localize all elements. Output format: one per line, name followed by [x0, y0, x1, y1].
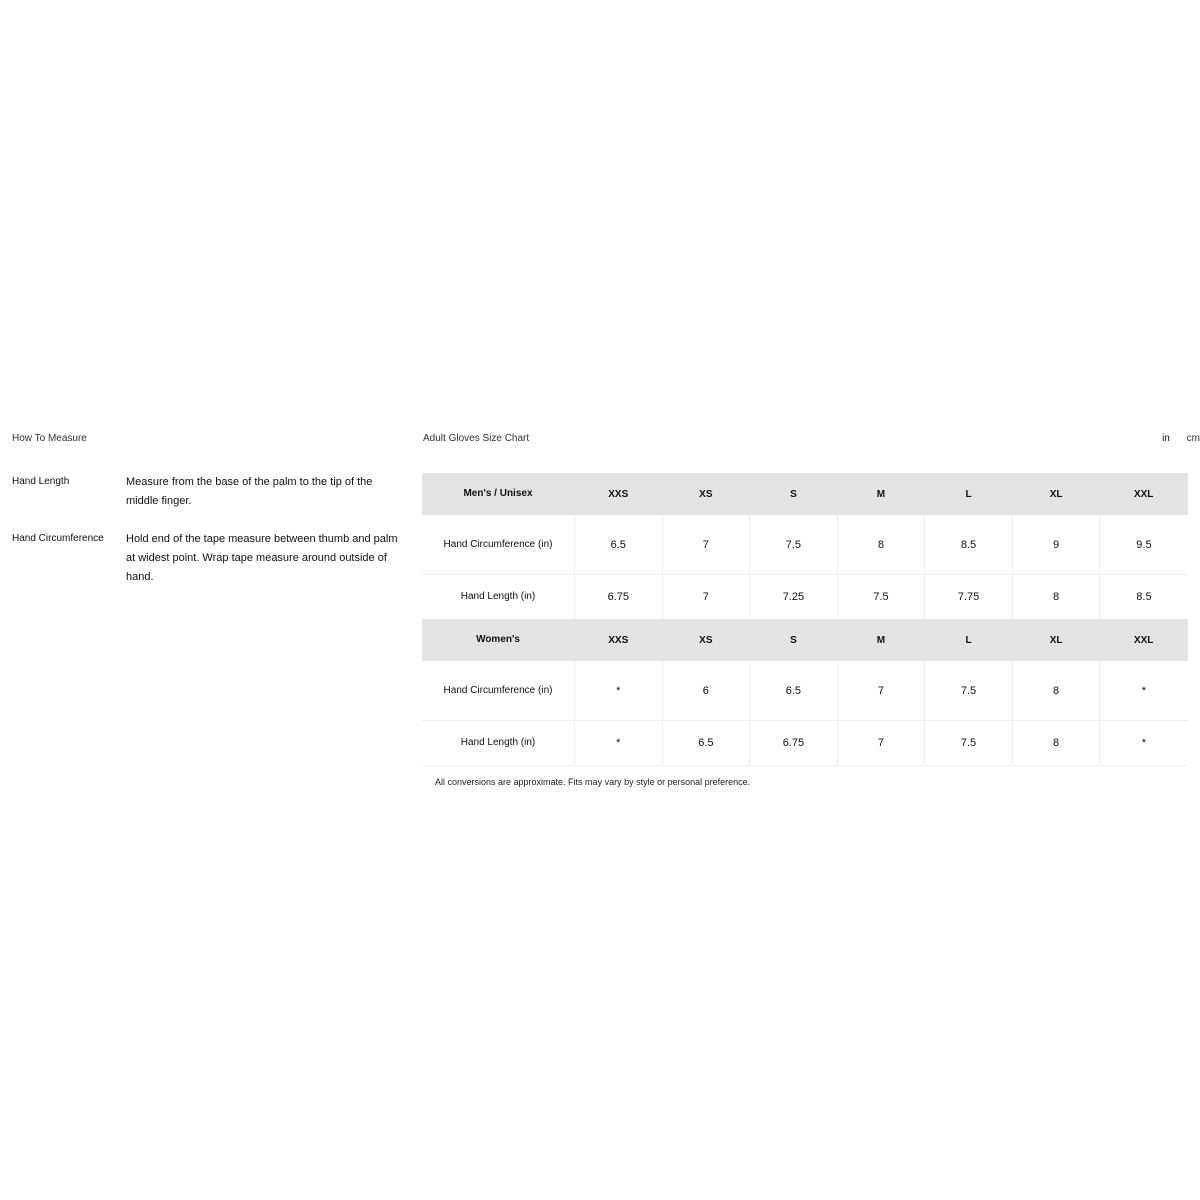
size-header: XXS: [575, 619, 663, 661]
measure-term: Hand Circumference: [12, 533, 104, 544]
table-row: [422, 515, 1188, 575]
table-cell: 6.75: [575, 575, 663, 620]
table-cell: 8: [837, 515, 925, 575]
size-header: L: [925, 619, 1013, 661]
size-header: XXL: [1100, 473, 1188, 515]
table-cell: 7.5: [750, 515, 838, 575]
size-header: M: [837, 473, 925, 515]
table-cell: 9.5: [1100, 515, 1188, 575]
table-cell: 6.5: [575, 515, 663, 575]
size-header: XL: [1012, 619, 1100, 661]
measure-description: Measure from the base of the palm to the tip of the middle finger.: [126, 476, 373, 507]
table-cell: 6: [662, 661, 750, 721]
unit-in-button[interactable]: in: [1162, 433, 1170, 444]
size-chart-title: Adult Gloves Size Chart: [423, 433, 530, 444]
table-cell: 8: [1012, 575, 1100, 620]
table-header-row: [422, 619, 1188, 661]
size-header: M: [837, 619, 925, 661]
section-header: Women's: [422, 619, 575, 661]
table-cell: 7: [837, 661, 925, 721]
table-cell: 7.5: [925, 661, 1013, 721]
table-cell: 8.5: [925, 515, 1013, 575]
table-cell: *: [1100, 721, 1188, 766]
table-cell: *: [1100, 661, 1188, 721]
table-row: [422, 721, 1188, 766]
table-row: [422, 661, 1188, 721]
table-cell: 8: [1012, 721, 1100, 766]
size-header: S: [750, 619, 838, 661]
measure-description: Hold end of the tape measure between thumb and palm at widest point. Wrap tape measure around outside of hand.: [126, 533, 398, 583]
table-cell: *: [575, 721, 663, 766]
measure-term: Hand Length: [12, 476, 70, 487]
table-cell: 6.5: [750, 661, 838, 721]
size-header: L: [925, 473, 1013, 515]
row-label: Hand Length (in): [422, 575, 575, 620]
table-cell: *: [575, 661, 663, 721]
size-header: XS: [662, 619, 750, 661]
table-cell: 7.5: [837, 575, 925, 620]
size-header: XS: [662, 473, 750, 515]
size-header: S: [750, 473, 838, 515]
row-label: Hand Length (in): [422, 721, 575, 766]
conversion-footnote: All conversions are approximate. Fits may vary by style or personal preference.: [435, 777, 751, 787]
row-label: Hand Circumference (in): [422, 661, 575, 721]
size-chart-table: [422, 473, 1188, 766]
size-header: XL: [1012, 473, 1100, 515]
table-cell: 7.5: [925, 721, 1013, 766]
unit-toggle: [1148, 433, 1200, 444]
unit-cm-button[interactable]: cm: [1186, 433, 1200, 444]
table-cell: 8.5: [1136, 591, 1152, 603]
table-cell: 7.25: [750, 575, 838, 620]
table-cell: 7.75: [925, 575, 1013, 620]
how-to-measure-title: How To Measure: [12, 433, 87, 444]
table-cell: 6.5: [662, 721, 750, 766]
table-cell: 8: [1012, 661, 1100, 721]
size-header: XXL: [1100, 619, 1188, 661]
size-header: XXS: [575, 473, 663, 515]
table-cell: 6.75: [750, 721, 838, 766]
table-row: [422, 575, 1188, 620]
table-header-row: [422, 473, 1188, 515]
table-cell: 7: [662, 575, 750, 620]
table-cell: 7: [837, 721, 925, 766]
table-cell: 9: [1012, 515, 1100, 575]
row-label: Hand Circumference (in): [422, 515, 575, 575]
section-header: Men's / Unisex: [422, 473, 575, 515]
table-cell: 7: [662, 515, 750, 575]
